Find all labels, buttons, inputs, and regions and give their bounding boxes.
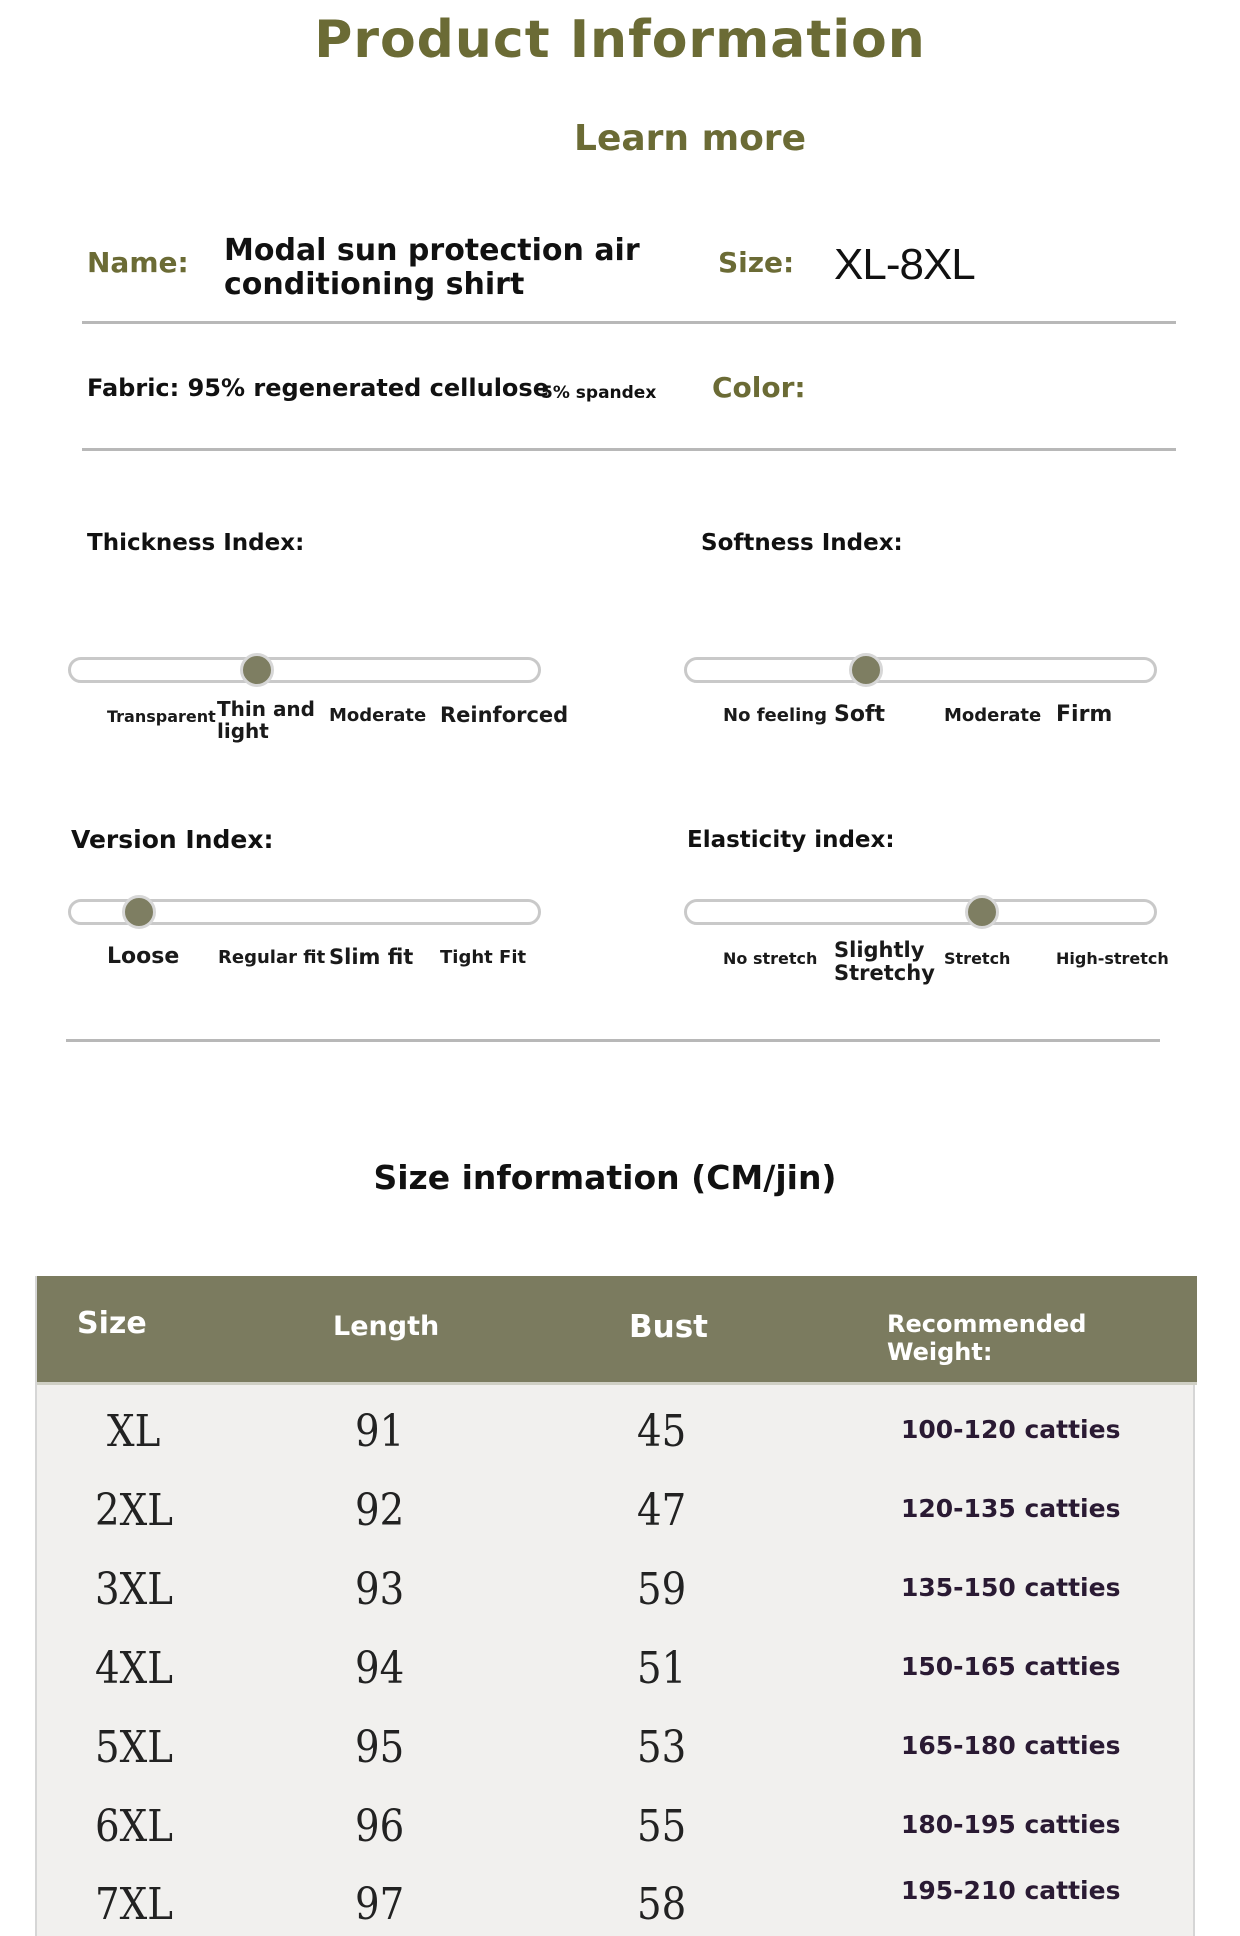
learn-more-link[interactable]: Learn more	[574, 118, 806, 159]
cell-length: 93	[355, 1564, 405, 1615]
fabric-spandex: 5% spandex	[541, 383, 657, 403]
cell-size: 6XL	[95, 1801, 173, 1852]
softness-label-firm: Firm	[1056, 702, 1113, 727]
version-index-title: Version Index:	[71, 825, 274, 854]
cell-length: 94	[355, 1643, 405, 1694]
thickness-label-moderate: Moderate	[329, 705, 427, 726]
elasticity-label-no-stretch: No stretch	[723, 949, 818, 968]
divider	[66, 1039, 1160, 1042]
softness-label-soft: Soft	[834, 702, 886, 727]
product-name-line1: Modal sun protection air	[224, 233, 640, 268]
size-label: Size:	[718, 246, 795, 279]
thickness-label-thin-line1: Thin and	[217, 697, 315, 721]
elasticity-label-high-stretch: High-stretch	[1056, 949, 1169, 968]
version-label-loose: Loose	[107, 944, 180, 969]
header-length: Length	[333, 1311, 440, 1342]
cell-bust: 51	[637, 1643, 687, 1694]
size-table	[35, 1276, 1195, 1936]
cell-weight: 150-165 catties	[901, 1652, 1121, 1681]
cell-size: 3XL	[95, 1564, 173, 1615]
size-table-header	[37, 1276, 1197, 1385]
version-label-regular-fit: Regular fit	[218, 947, 326, 968]
thickness-label-thin-light	[217, 698, 315, 742]
elasticity-index-title: Elasticity index:	[687, 827, 895, 853]
cell-weight: 120-135 catties	[901, 1494, 1121, 1523]
header-size: Size	[77, 1306, 147, 1341]
cell-bust: 59	[637, 1564, 687, 1615]
cell-size: 4XL	[95, 1643, 173, 1694]
cell-length: 95	[355, 1722, 405, 1773]
color-label: Color:	[712, 371, 806, 404]
softness-label-moderate: Moderate	[944, 705, 1042, 726]
version-label-tight-fit: Tight Fit	[440, 947, 527, 968]
cell-bust: 58	[637, 1879, 687, 1930]
version-slider-knob	[122, 895, 156, 929]
cell-bust: 45	[637, 1406, 687, 1457]
header-recommended-weight: Recommended Weight:	[887, 1310, 1087, 1366]
thickness-label-thin-line2: light	[217, 719, 269, 743]
cell-bust: 47	[637, 1485, 687, 1536]
cell-weight: 180-195 catties	[901, 1810, 1121, 1839]
elasticity-label-slightly-stretchy	[834, 939, 935, 985]
divider	[82, 321, 1176, 324]
elasticity-label-stretch: Stretch	[944, 949, 1011, 968]
softness-label-no-feeling: No feeling	[723, 705, 827, 726]
thickness-slider-track	[68, 657, 541, 683]
cell-weight: 100-120 catties	[901, 1415, 1121, 1444]
fabric-composition: Fabric: 95% regenerated cellulose	[87, 374, 549, 402]
product-name	[224, 234, 640, 302]
name-label: Name:	[87, 246, 189, 279]
softness-slider-knob	[849, 653, 883, 687]
cell-bust: 55	[637, 1801, 687, 1852]
elasticity-slider-knob	[965, 895, 999, 929]
elasticity-slider-track	[684, 899, 1157, 925]
cell-weight: 195-210 catties	[901, 1876, 1121, 1905]
cell-size: 7XL	[95, 1879, 173, 1930]
product-name-line2: conditioning shirt	[224, 267, 525, 302]
divider	[82, 448, 1176, 451]
softness-index-title: Softness Index:	[701, 530, 903, 556]
softness-slider-track	[684, 657, 1157, 683]
cell-size: XL	[107, 1406, 161, 1457]
thickness-label-transparent: Transparent	[107, 707, 216, 726]
cell-length: 91	[355, 1406, 405, 1457]
elasticity-label-slightly-line1: Slightly	[834, 938, 925, 962]
size-info-title: Size information (CM/jin)	[373, 1158, 837, 1197]
cell-size: 5XL	[95, 1722, 173, 1773]
cell-weight: 135-150 catties	[901, 1573, 1121, 1602]
thickness-index-title: Thickness Index:	[87, 530, 305, 556]
cell-length: 96	[355, 1801, 405, 1852]
cell-length: 97	[355, 1879, 405, 1930]
thickness-slider-knob	[240, 653, 274, 687]
header-bust: Bust	[629, 1309, 708, 1345]
thickness-label-reinforced: Reinforced	[440, 703, 569, 727]
cell-size: 2XL	[95, 1485, 173, 1536]
version-label-slim-fit: Slim fit	[329, 945, 414, 969]
size-range-value: XL-8XL	[834, 240, 975, 289]
elasticity-label-slightly-line2: Stretchy	[834, 961, 935, 986]
cell-weight: 165-180 catties	[901, 1731, 1121, 1760]
cell-bust: 53	[637, 1722, 687, 1773]
page-title: Product Information	[314, 10, 926, 70]
cell-length: 92	[355, 1485, 405, 1536]
